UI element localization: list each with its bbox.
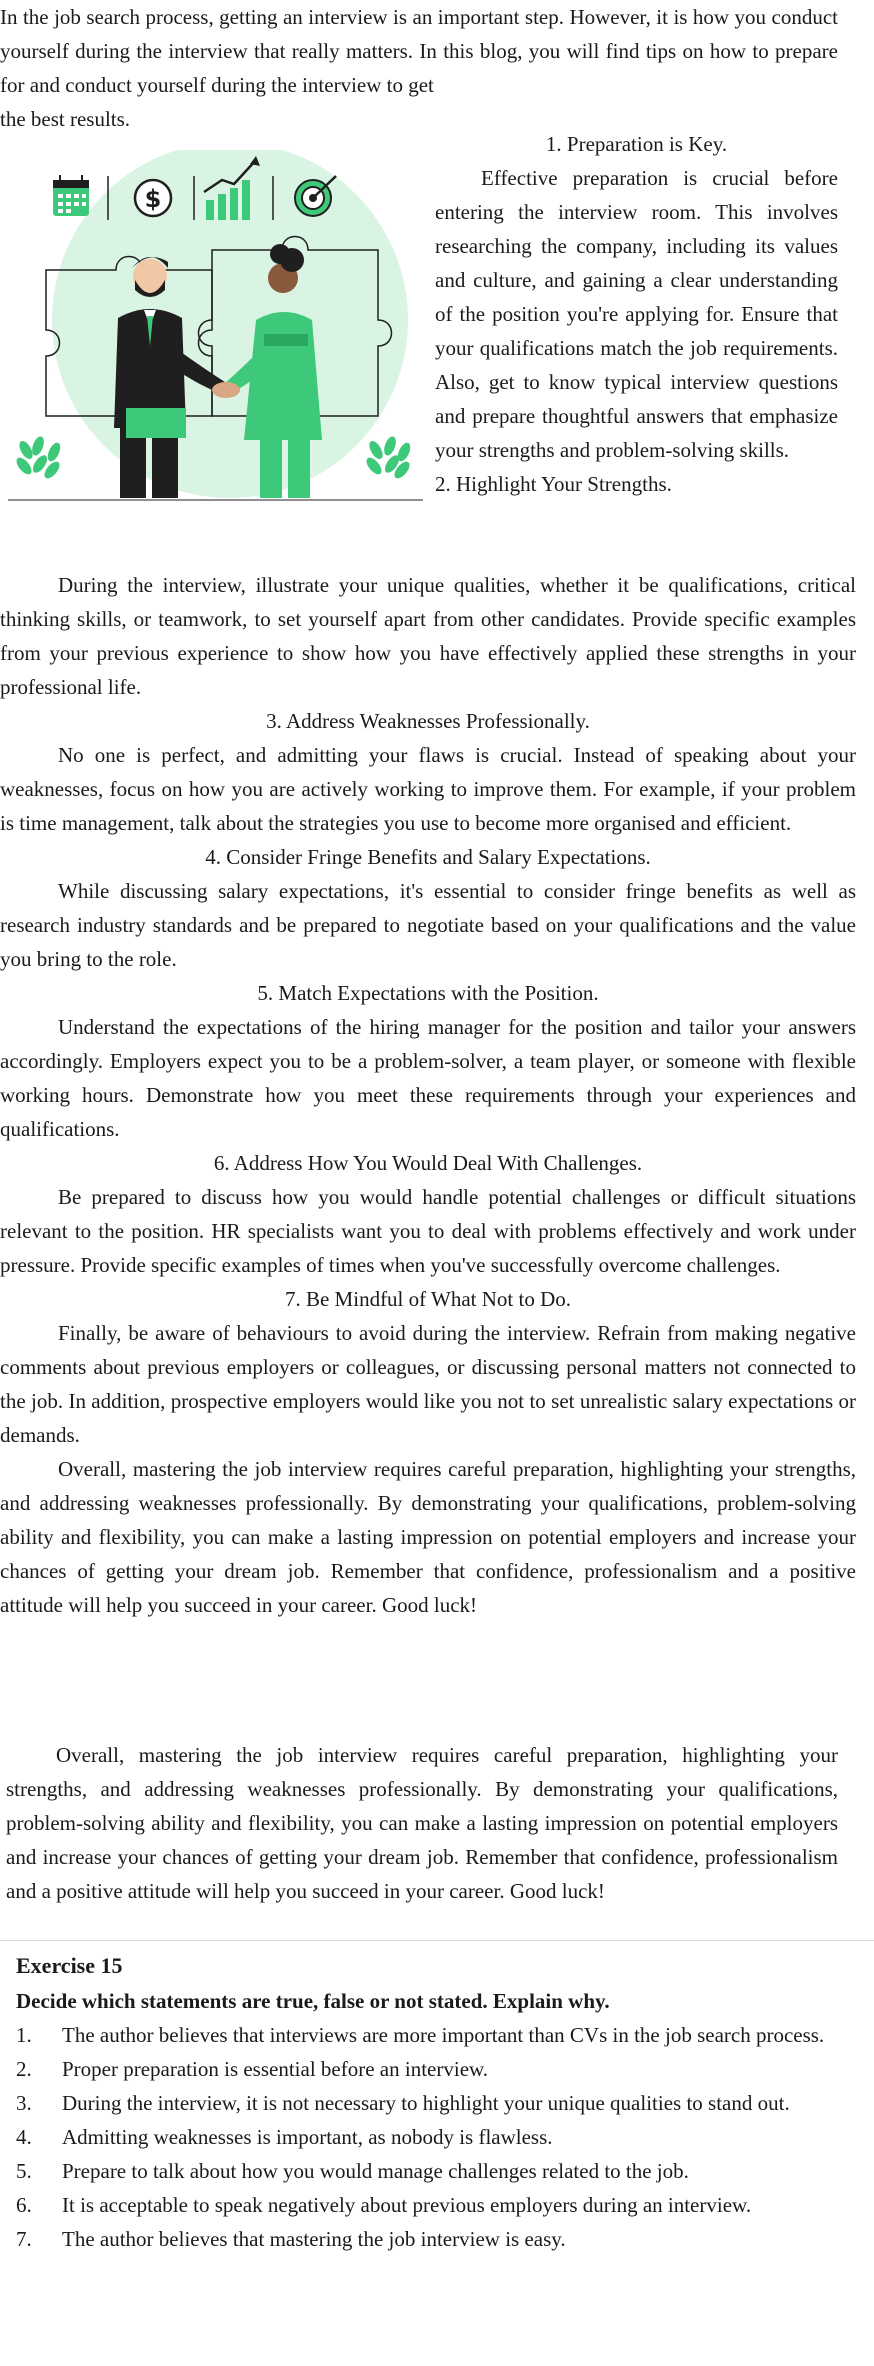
item-text: Proper preparation is essential before an interview. bbox=[62, 2056, 489, 2081]
conclusion-repeat-block bbox=[6, 1738, 850, 1908]
section-heading: 1. Preparation is Key. bbox=[545, 132, 728, 156]
item-number: 4. bbox=[16, 2124, 32, 2149]
section-2 bbox=[0, 568, 868, 1622]
plant-left-icon bbox=[14, 435, 63, 481]
section-heading: 2. Highlight Your Strengths. bbox=[435, 472, 672, 497]
item-text: During the interview, it is not necessary to highlight your unique qualities to stand out. bbox=[62, 2090, 790, 2115]
handshake-icon bbox=[212, 382, 240, 398]
item-number: 3. bbox=[16, 2090, 32, 2115]
item-text: The author believes that interviews are more important than CVs in the job search process. bbox=[62, 2022, 825, 2047]
svg-text:$: $ bbox=[144, 185, 162, 213]
exercise-list bbox=[0, 2018, 840, 2256]
list-item bbox=[0, 2188, 840, 2222]
plant-right-icon bbox=[364, 435, 413, 481]
section-heading: 6. Address How You Would Deal With Challenges. bbox=[213, 1151, 643, 1176]
list-item bbox=[0, 2154, 840, 2188]
list-item bbox=[0, 2120, 840, 2154]
list-item bbox=[0, 2222, 840, 2256]
item-number: 1. bbox=[16, 2022, 32, 2047]
section-body: During the interview, illustrate your unique qualities, whether it be qualifications, critical thinking skills, or teamwork, to set yourself apart from other candidates. Provide specific examples from your previous experience to show how you have effectively applied these strengths in your professional life. bbox=[0, 573, 856, 700]
section-body: While discussing salary expectations, it's essential to consider fringe benefits as well as research industry standards and be prepared to negotiate based on your qualifications and the value you bring to the role. bbox=[0, 879, 856, 972]
item-text: The author believes that mastering the job interview is easy. bbox=[62, 2226, 566, 2251]
intro-paragraph-end: the best results. bbox=[0, 107, 131, 132]
list-item bbox=[0, 2086, 840, 2120]
section-body: Effective preparation is crucial before entering the interview room. This involves researching the company, including its values and culture, and gaining a clear understanding of the position you're applying for. Ensure that your qualifications match the job requirements. Also, get to know typical interview questions and prepare thoughtful answers that emphasize your strengths and problem-solving skills. bbox=[435, 166, 838, 463]
item-text: Admitting weaknesses is important, as nobody is flawless. bbox=[62, 2124, 553, 2149]
dollar-icon bbox=[135, 180, 171, 216]
section-body: No one is perfect, and admitting your flaws is crucial. Instead of speaking about your weaknesses, focus on how you are actively working to improve them. For example, if your problem is time management, talk about the strategies you use to become more organised and efficient. bbox=[0, 743, 856, 836]
item-number: 6. bbox=[16, 2192, 32, 2217]
item-number: 7. bbox=[16, 2226, 32, 2251]
handshake-illustration bbox=[8, 150, 423, 510]
list-item bbox=[0, 2052, 840, 2086]
item-number: 2. bbox=[16, 2056, 32, 2081]
item-text: It is acceptable to speak negatively about previous employers during an interview. bbox=[62, 2192, 752, 2217]
section-heading: 3. Address Weaknesses Professionally. bbox=[266, 709, 590, 734]
section-body: Understand the expectations of the hiring manager for the position and tailor your answers accordingly. Employers expect you to be a problem-solver, a team player, or someone with flexible working hours. Demonstrate how you meet these requirements through your experiences and qualifications. bbox=[0, 1015, 856, 1142]
calendar-icon bbox=[53, 175, 89, 216]
section-heading: 5. Match Expectations with the Position. bbox=[257, 981, 599, 1006]
conclusion-paragraph-repeat: Overall, mastering the job interview requires careful preparation, highlighting your strengths, and addressing weaknesses professionally. By demonstrating your qualifications, problem-solving ability and flexibility, you can make a lasting impression on potential employers and increase your chances of getting your dream job. Remember that confidence, professionalism and a positive attitude will help you succeed in your career. Good luck! bbox=[6, 1743, 838, 1904]
list-item bbox=[0, 2018, 840, 2052]
section-1 bbox=[435, 127, 838, 501]
intro-paragraph: In the job search process, getting an interview is an important step. However, it is how you conduct yourself during the interview that really matters. In this blog, you will find tips on how to prepare for and conduct yourself during the interview to get bbox=[0, 5, 838, 98]
exercise-title: Exercise 15 bbox=[16, 1953, 123, 1978]
item-text: Prepare to talk about how you would manage challenges related to the job. bbox=[62, 2158, 689, 2183]
section-heading: 4. Consider Fringe Benefits and Salary Expectations. bbox=[205, 845, 651, 870]
exercise-instruction: Decide which statements are true, false or not stated. Explain why. bbox=[16, 1988, 610, 2013]
section-body: Finally, be aware of behaviours to avoid during the interview. Refrain from making negative comments about previous employers or colleagues, or discussing personal matters not connected to the job. In addition, prospective employers would like you not to set unrealistic salary expectations or demands. bbox=[0, 1321, 856, 1448]
divider bbox=[0, 1940, 874, 1941]
conclusion-paragraph: Overall, mastering the job interview requires careful preparation, highlighting your strengths, and addressing weaknesses professionally. By demonstrating your qualifications, problem-solving ability and flexibility, you can make a lasting impression on potential employers and increase your chances of getting your dream job. Remember that confidence, professionalism and a positive attitude will help you succeed in your career. Good luck! bbox=[0, 1457, 856, 1618]
section-body: Be prepared to discuss how you would handle potential challenges or difficult situations relevant to the position. HR specialists want you to deal with problems effectively and work under pressure. Provide specific examples of times when you've successfully overcome challenges. bbox=[0, 1185, 856, 1278]
section-heading: 7. Be Mindful of What Not to Do. bbox=[284, 1287, 571, 1312]
intro-block bbox=[0, 0, 850, 136]
exercise-section bbox=[0, 1948, 840, 2256]
item-number: 5. bbox=[16, 2158, 32, 2183]
